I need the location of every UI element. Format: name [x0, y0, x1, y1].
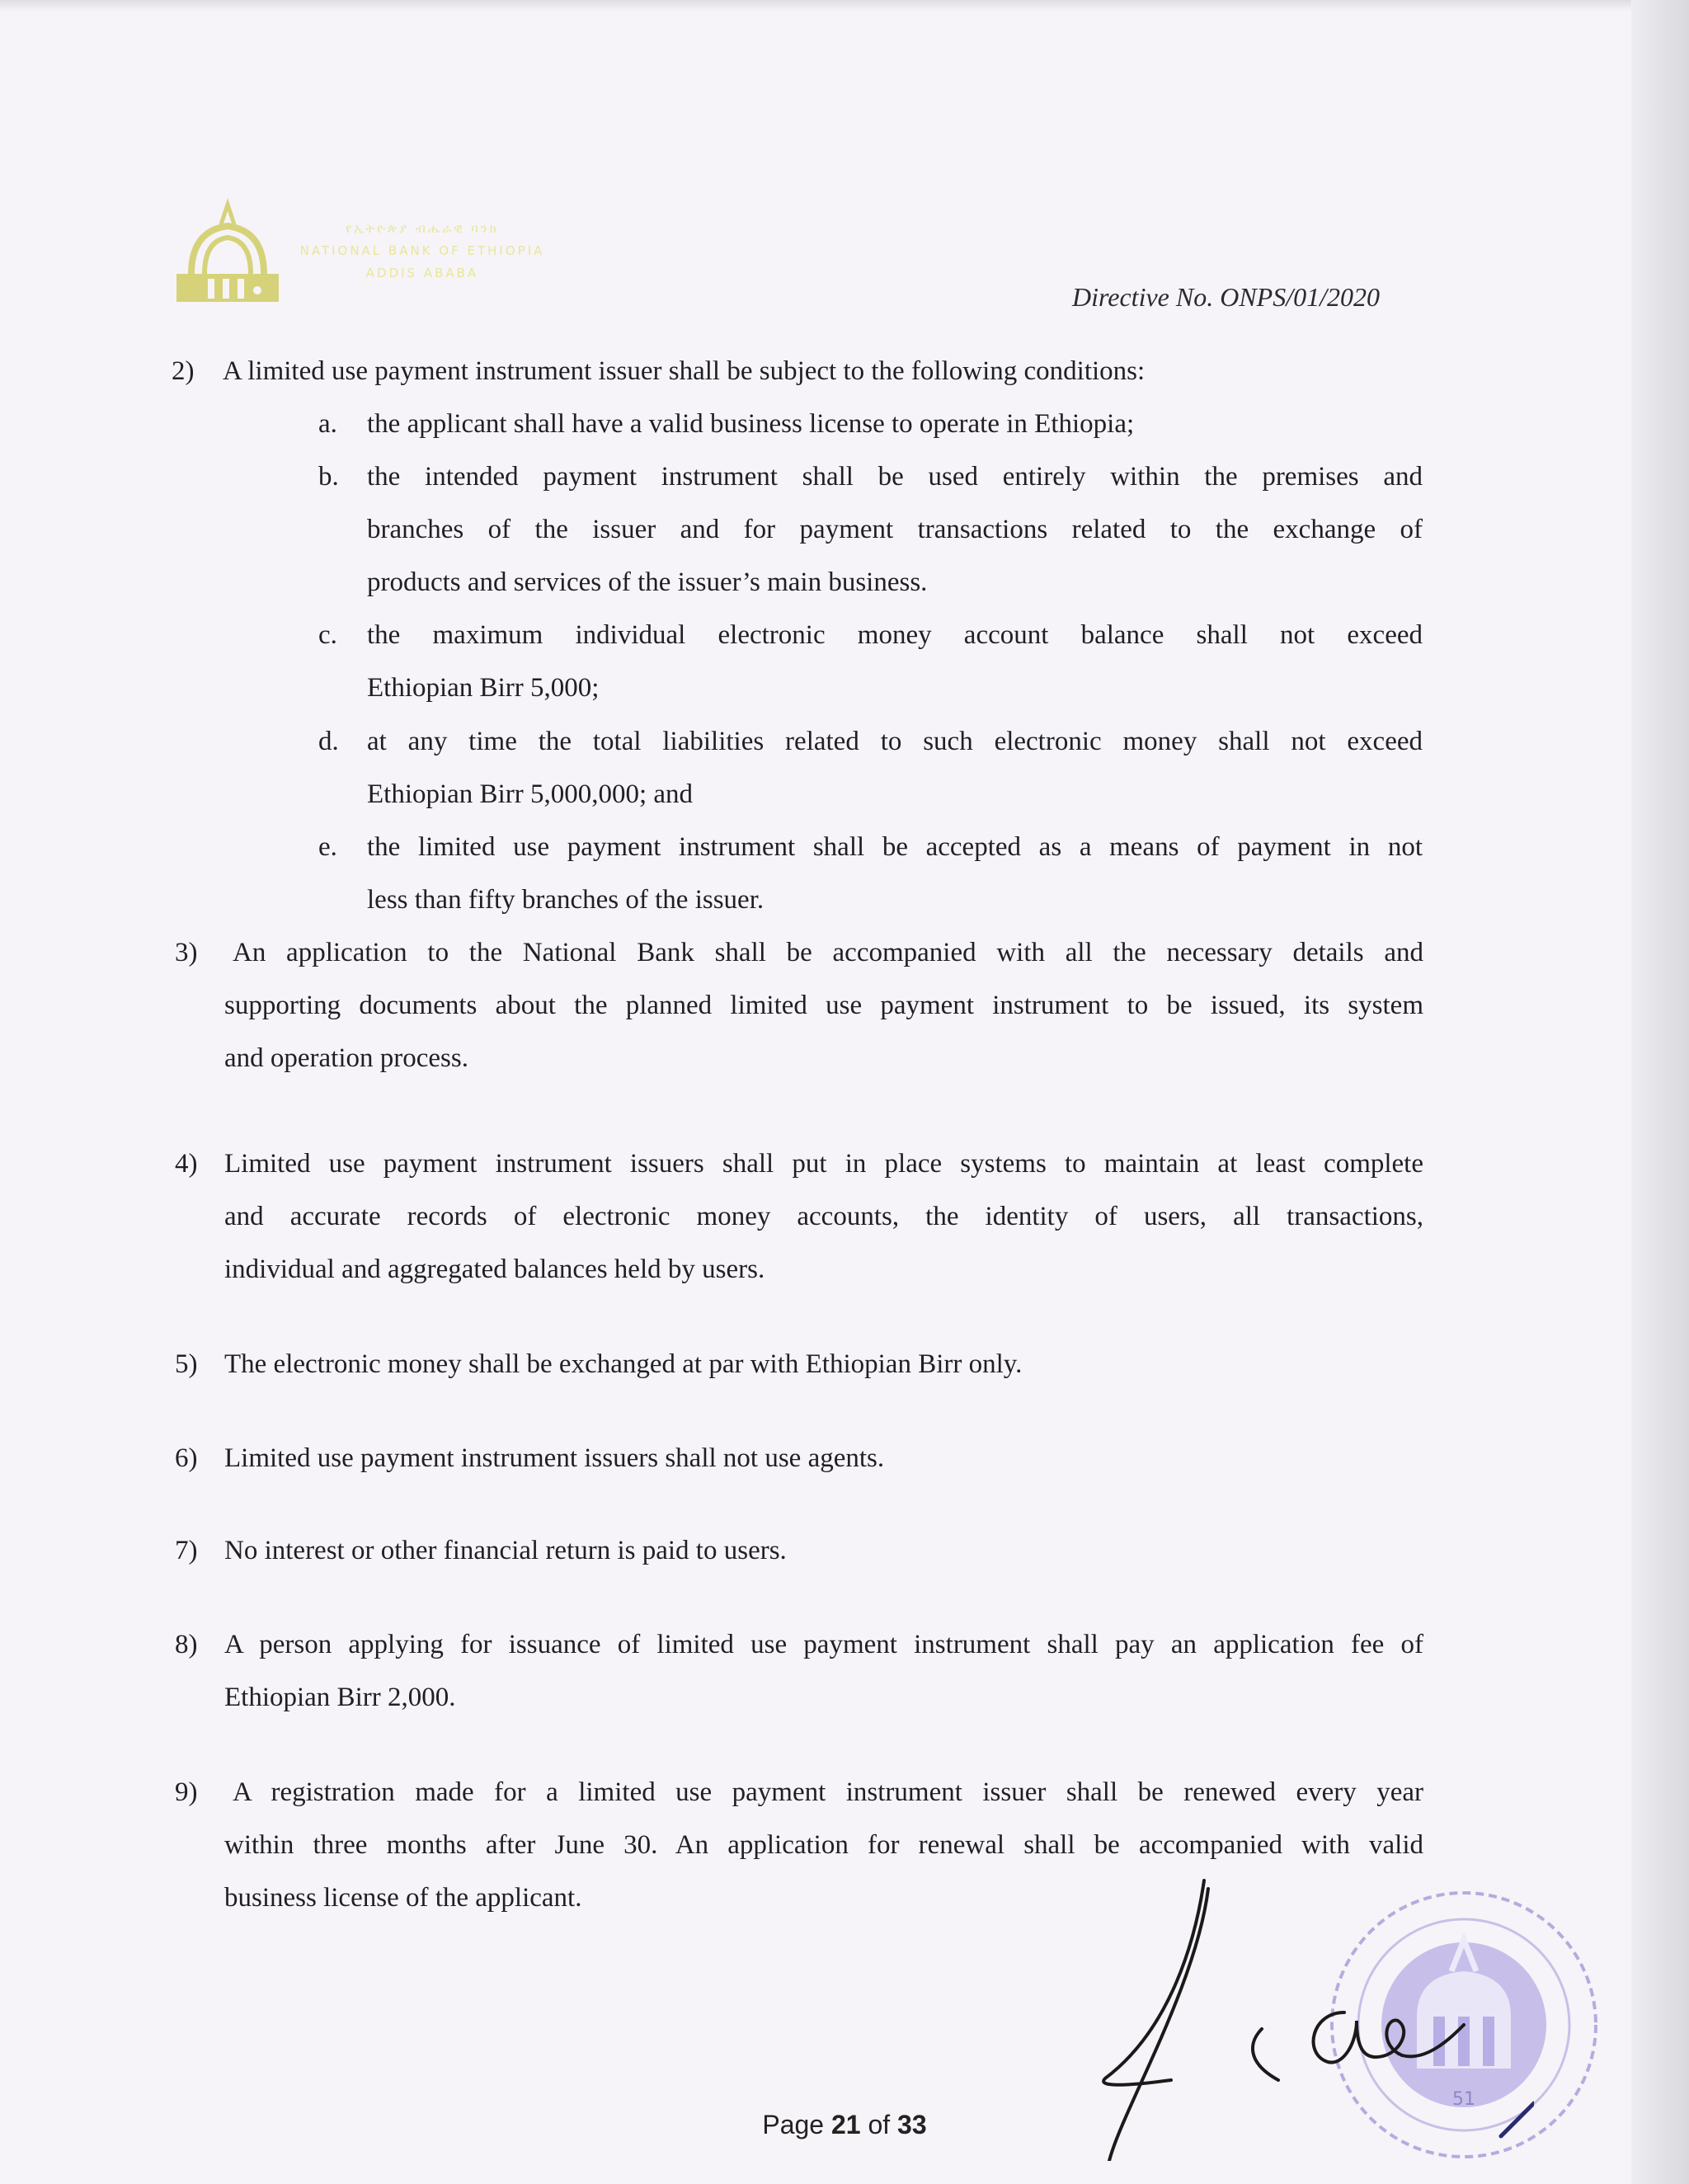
item-text-line: business license of the applicant.	[224, 1883, 582, 1913]
subitem-letter: d.	[318, 727, 339, 756]
page-shadow-top	[0, 0, 1689, 12]
item-number: 2)	[172, 356, 195, 386]
subitem-text-line: at any time the total liabilities related to such electronic money shall not exceed	[367, 727, 1423, 756]
subitem-text-line: less than fifty branches of the issuer.	[367, 885, 765, 915]
current-page: 21	[830, 2110, 861, 2139]
item-text-line: within three months after June 30. An application for renewal shall be accompanied with valid	[224, 1830, 1423, 1860]
letterhead	[175, 198, 571, 305]
subitem-text-line: the intended payment instrument shall be used entirely within the premises and	[367, 462, 1423, 492]
item-text-line: A person applying for issuance of limited use payment instrument shall pay an application fee of	[224, 1630, 1423, 1659]
national-bank-of-ethiopia-logo-icon	[175, 198, 282, 305]
directive-number: Directive No. ONPS/01/2020	[1072, 282, 1380, 312]
item-text-line: Ethiopian Birr 2,000.	[224, 1683, 456, 1712]
item-number: 9)	[175, 1777, 198, 1807]
item-text-line: supporting documents about the planned limited use payment instrument to be issued, its system	[224, 991, 1423, 1020]
letterhead-line-english: NATIONAL BANK OF ETHIOPIA	[299, 243, 545, 258]
page-number-footer	[0, 2110, 1689, 2140]
letterhead-line-city: ADDIS ABABA	[365, 266, 479, 280]
subitem-letter: a.	[318, 409, 337, 439]
subitem-text-line: the maximum individual electronic money account balance shall not exceed	[367, 620, 1423, 650]
item-text-line: A registration made for a limited use payment instrument issuer shall be renewed every year	[233, 1777, 1423, 1807]
stamp-number: 51	[1452, 2089, 1475, 2110]
subitem-letter: b.	[318, 462, 339, 492]
item-number: 4)	[175, 1149, 198, 1179]
subitem-text-line: products and services of the issuer’s main business.	[367, 567, 928, 597]
subitem-letter: c.	[318, 620, 337, 650]
item-text-line: Limited use payment instrument issuers shall put in place systems to maintain at least complete	[224, 1149, 1423, 1179]
item-number: 6)	[175, 1443, 198, 1473]
page-of-label: of	[860, 2110, 898, 2139]
item-text-line: The electronic money shall be exchanged at par with Ethiopian Birr only.	[224, 1349, 1023, 1379]
item-number: 8)	[175, 1630, 198, 1659]
item-text-line: and accurate records of electronic money accounts, the identity of users, all transactions,	[224, 1202, 1423, 1231]
letterhead-text	[274, 218, 571, 285]
item-text-line: An application to the National Bank shall be accompanied with all the necessary details and	[233, 938, 1423, 967]
subitem-text-line: Ethiopian Birr 5,000;	[367, 673, 600, 703]
item-number: 5)	[175, 1349, 198, 1379]
subitem-text-line: the limited use payment instrument shall be accepted as a means of payment in not	[367, 832, 1423, 862]
item-text-line: individual and aggregated balances held by users.	[224, 1254, 765, 1284]
item-number: 3)	[175, 938, 198, 967]
item-text-line: A limited use payment instrument issuer shall be subject to the following conditions:	[223, 356, 1146, 386]
item-text-line: No interest or other financial return is paid to users.	[224, 1536, 787, 1565]
subitem-text-line: the applicant shall have a valid business license to operate in Ethiopia;	[367, 409, 1135, 439]
item-text-line: Limited use payment instrument issuers shall not use agents.	[224, 1443, 885, 1473]
subitem-text-line: branches of the issuer and for payment transactions related to the exchange of	[367, 515, 1423, 544]
total-pages: 33	[897, 2110, 927, 2139]
item-text-line: and operation process.	[224, 1043, 468, 1073]
letterhead-line-amharic: የኢትዮጵያ ብሔራዊ ባንክ	[346, 221, 499, 236]
page-edge-shadow	[1631, 0, 1689, 2184]
subitem-letter: e.	[318, 832, 337, 862]
subitem-text-line: Ethiopian Birr 5,000,000; and	[367, 779, 694, 809]
page-label: Page	[762, 2110, 831, 2139]
item-number: 7)	[175, 1536, 198, 1565]
